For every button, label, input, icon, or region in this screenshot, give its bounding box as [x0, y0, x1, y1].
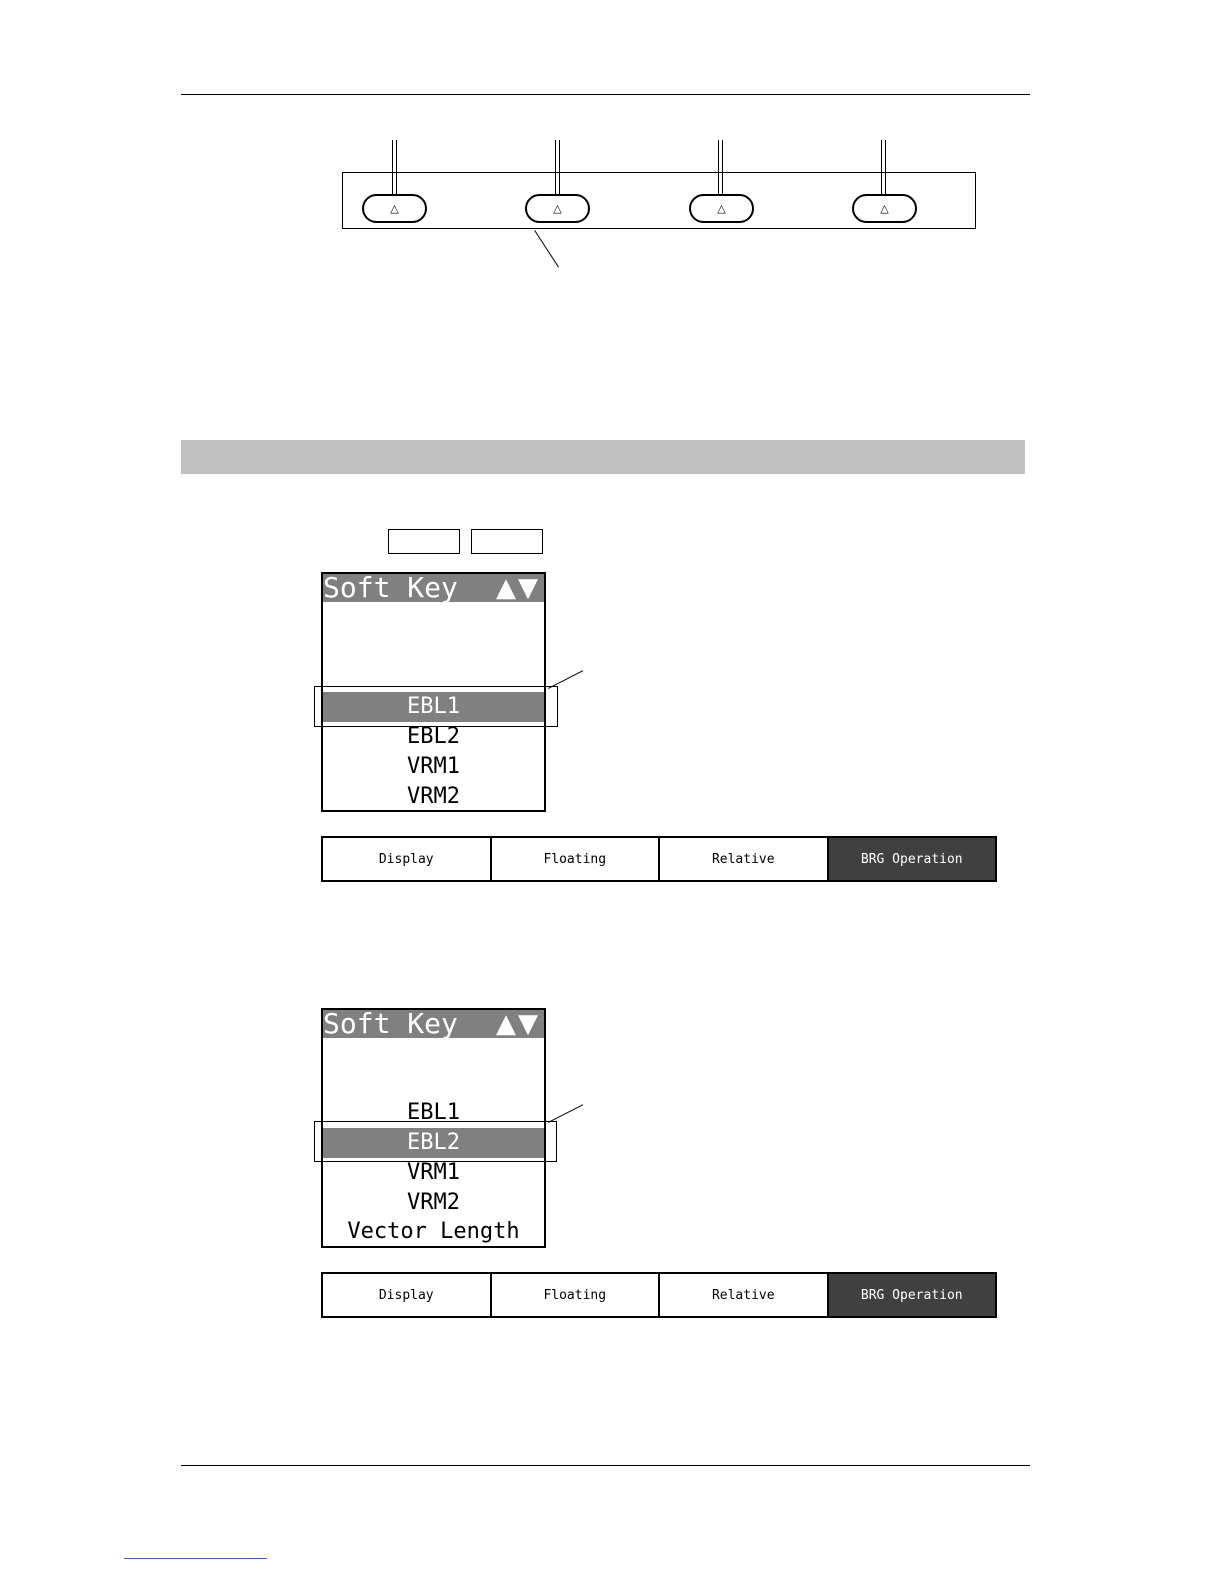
- key-stem-1-over: [392, 172, 397, 196]
- menu-item-vector-length[interactable]: Vector Length: [347, 1219, 520, 1244]
- menu-item-vrm2[interactable]: VRM2: [407, 1190, 460, 1215]
- callout-leader-line: [548, 1104, 583, 1123]
- footer-link-underline: [124, 1558, 267, 1559]
- menu-item-ebl2[interactable]: EBL2: [323, 1128, 544, 1158]
- function-tab-bar-1: [321, 836, 997, 882]
- triangle-up-icon: △: [553, 202, 562, 215]
- function-tab-bar-2: [321, 1272, 997, 1318]
- tab-relative[interactable]: Relative: [660, 1274, 829, 1316]
- menu-item-vrm2[interactable]: VRM2: [407, 784, 460, 809]
- menu-item-vrm1[interactable]: VRM1: [407, 1160, 460, 1185]
- key-stem-3-over: [718, 172, 723, 196]
- footer-rule: [181, 1465, 1030, 1466]
- tab-floating[interactable]: Floating: [492, 838, 661, 880]
- tab-display[interactable]: Display: [323, 838, 492, 880]
- header-rule: [181, 94, 1030, 95]
- key-stem-4-over: [881, 172, 886, 196]
- soft-key-button-1[interactable]: [362, 194, 427, 223]
- tab-display[interactable]: Display: [323, 1274, 492, 1316]
- callout-leader-line: [548, 670, 583, 689]
- menu-item-ebl1[interactable]: EBL1: [323, 692, 544, 722]
- scroll-arrows-icon[interactable]: ▲▼: [496, 1009, 540, 1039]
- key-box-2: [471, 529, 543, 554]
- triangle-up-icon: △: [880, 202, 889, 215]
- callout-leader-line: [534, 230, 559, 267]
- tab-brg-operation[interactable]: BRG Operation: [829, 838, 996, 880]
- soft-key-button-2[interactable]: [525, 194, 590, 223]
- soft-key-button-3[interactable]: [689, 194, 754, 223]
- selection-frame-2: [314, 1121, 557, 1162]
- menu-item-ebl2[interactable]: EBL2: [407, 724, 460, 749]
- triangle-up-icon: △: [717, 202, 726, 215]
- key-stem-2-over: [555, 172, 560, 196]
- selection-frame-1: [314, 686, 558, 727]
- scroll-arrows-icon[interactable]: ▲▼: [496, 573, 540, 603]
- key-box-1: [388, 529, 460, 554]
- triangle-up-icon: △: [390, 202, 399, 215]
- tab-brg-operation[interactable]: BRG Operation: [829, 1274, 996, 1316]
- menu-item-ebl1[interactable]: EBL1: [407, 1100, 460, 1125]
- soft-key-button-4[interactable]: [852, 194, 917, 223]
- tab-relative[interactable]: Relative: [660, 838, 829, 880]
- softkey-menu-title: Soft Key: [323, 574, 544, 602]
- section-heading-bar: [181, 440, 1025, 474]
- tab-floating[interactable]: Floating: [492, 1274, 661, 1316]
- menu-item-vrm1[interactable]: VRM1: [407, 754, 460, 779]
- softkey-menu-title: Soft Key: [323, 1010, 544, 1038]
